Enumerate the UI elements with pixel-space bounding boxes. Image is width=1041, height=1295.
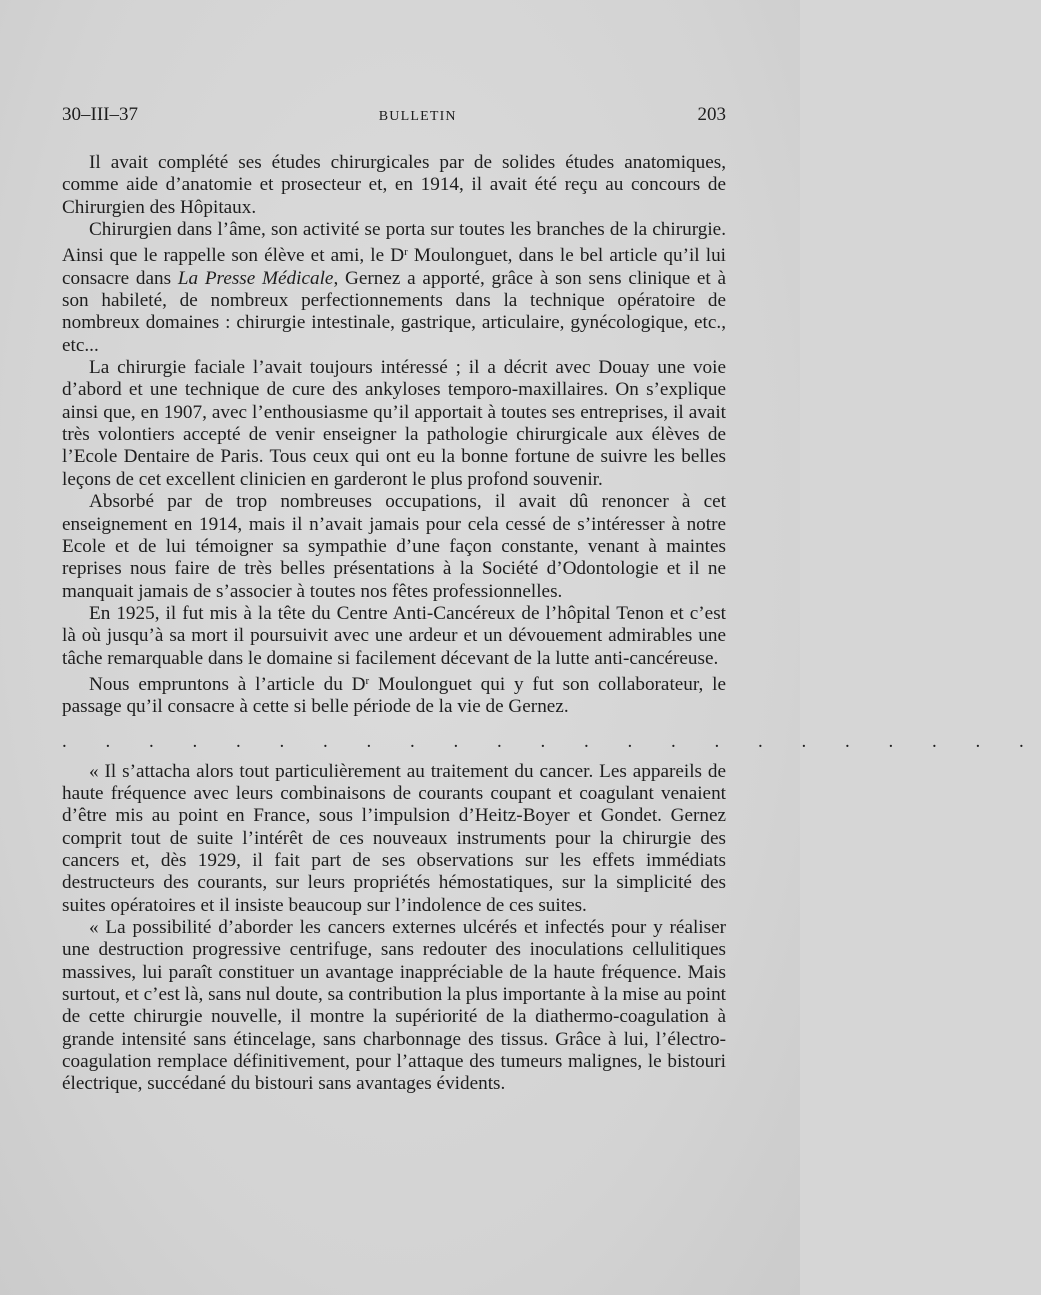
paragraph-cancer-center: En 1925, il fut mis à la tête du Centre Anti-Cancéreux de l’hôpital Tenon et c’est là où jusqu’à sa mort il poursuivit avec une ardeur et un dévouement admirables une tâche remarquable dans le domaine si facilement décevant de la lutte anti-cancéreuse. bbox=[62, 602, 726, 669]
journal-title: La Presse Médicale bbox=[177, 267, 334, 289]
superscript: r bbox=[365, 674, 370, 687]
header-title: BULLETIN bbox=[378, 109, 457, 124]
page-number: 203 bbox=[697, 104, 726, 125]
header-date: 30–III–37 bbox=[62, 104, 138, 125]
paragraph-quote-intro: Nous empruntons à l’article du $D^r$ Moulonguet qui y fut son collaborateur, le passage qu’il consacre à cette si belle période de la vie de Gernez. bbox=[62, 673, 726, 718]
dotted-separator: . . . . . . . . . . . . . . . . . . . . . . . bbox=[62, 730, 1041, 752]
paragraph-surgery: Chirurgien dans l’âme, son activité se porta sur toutes les branches de la chirurgie. Ainsi que le rappelle son élève et ami, le $D^r$ Moulonguet, dans le bel article qu’il lui consacre dans La Presse Médicale, Gernez a apporté, grâce à son sens clinique et à son habileté, de nombreux perfectionnements dans la technique opératoire de nombreux domaines : chirurgie intestinale, gastrique, articulaire, gynécologique, etc., etc... bbox=[62, 219, 727, 356]
quote-paragraph-2: « La possibilité d’aborder les cancers externes ulcérés et infectés pour y réaliser une destruction progressive centrifuge, sans redouter des inoculations cellulitiques massives, lui paraît constituer un avantage inappréciable de la haute fréquence. Mais surtout, et c’est là, sans nul doute, sa contribution la plus importante à la mise au point de cette chirurgie nouvelle, il montre la supériorité de la diathermo-coagulation à grande intensité sans étincelage, sans charbonnage des tissus. Grâce à lui, l’électro-coagulation remplace définitivement, pour l’attaque des tumeurs malignes, le bistouri électrique, succédané du bistouri sans avantages évidents. bbox=[62, 917, 726, 1095]
paragraph-facial-surgery: La chirurgie faciale l’avait toujours intéressé ; il a décrit avec Douay une voie d’abord et une technique de cure des ankyloses temporo-maxillaires. On s’explique ainsi que, en 1907, avec l’enthousiasme qu’il apportait à toutes ses entreprises, il avait très volontiers accepté de venir enseigner la pathologie chirurgicale aux élèves de l’Ecole Dentaire de Paris. Tous ceux qui ont eu la bonne fortune de suivre les belles leçons de cet excellent clinicien en garderont le plus profond souvenir. bbox=[62, 357, 726, 490]
paragraph-teaching: Absorbé par de trop nombreuses occupations, il avait dû renoncer à cet enseignement en 1914, mais il n’avait jamais pour cela cessé de s’intéresser à notre Ecole et de lui témoigner sa sympathie d’une façon constante, venant à maintes reprises nous faire de très belles présentations à la Société d’Odontologie et il ne manquait jamais de s’associer à toutes nos fêtes professionnelles. bbox=[62, 491, 726, 602]
quote-paragraph-1: « Il s’attacha alors tout particulièrement au traitement du cancer. Les appareils de haute fréquence avec leurs combinaisons de courants coupant et coagulant venaient d’être mis au point en France, sous l’impulsion d’Heitz-Boyer et Gondet. Gernez comprit tout de suite l’intérêt de ces nouveaux instruments pour la chirurgie des cancers et, dès 1929, il fait part de ses observations sur les effets immédiats destructeurs des courants, sur leurs propriétés hémostatiques, sur la simplicité des suites opératoires et il insiste beaucoup sur l’indolence de ces suites. bbox=[62, 760, 726, 916]
superscript: r bbox=[404, 246, 408, 259]
body-text bbox=[62, 152, 1041, 1096]
running-header bbox=[62, 104, 726, 126]
paragraph-studies: Il avait complété ses études chirurgicales par de solides études anatomiques, comme aide d’anatomie et prosecteur et, en 1914, il avait été reçu au concours de Chirurgien des Hôpitaux. bbox=[62, 152, 726, 218]
